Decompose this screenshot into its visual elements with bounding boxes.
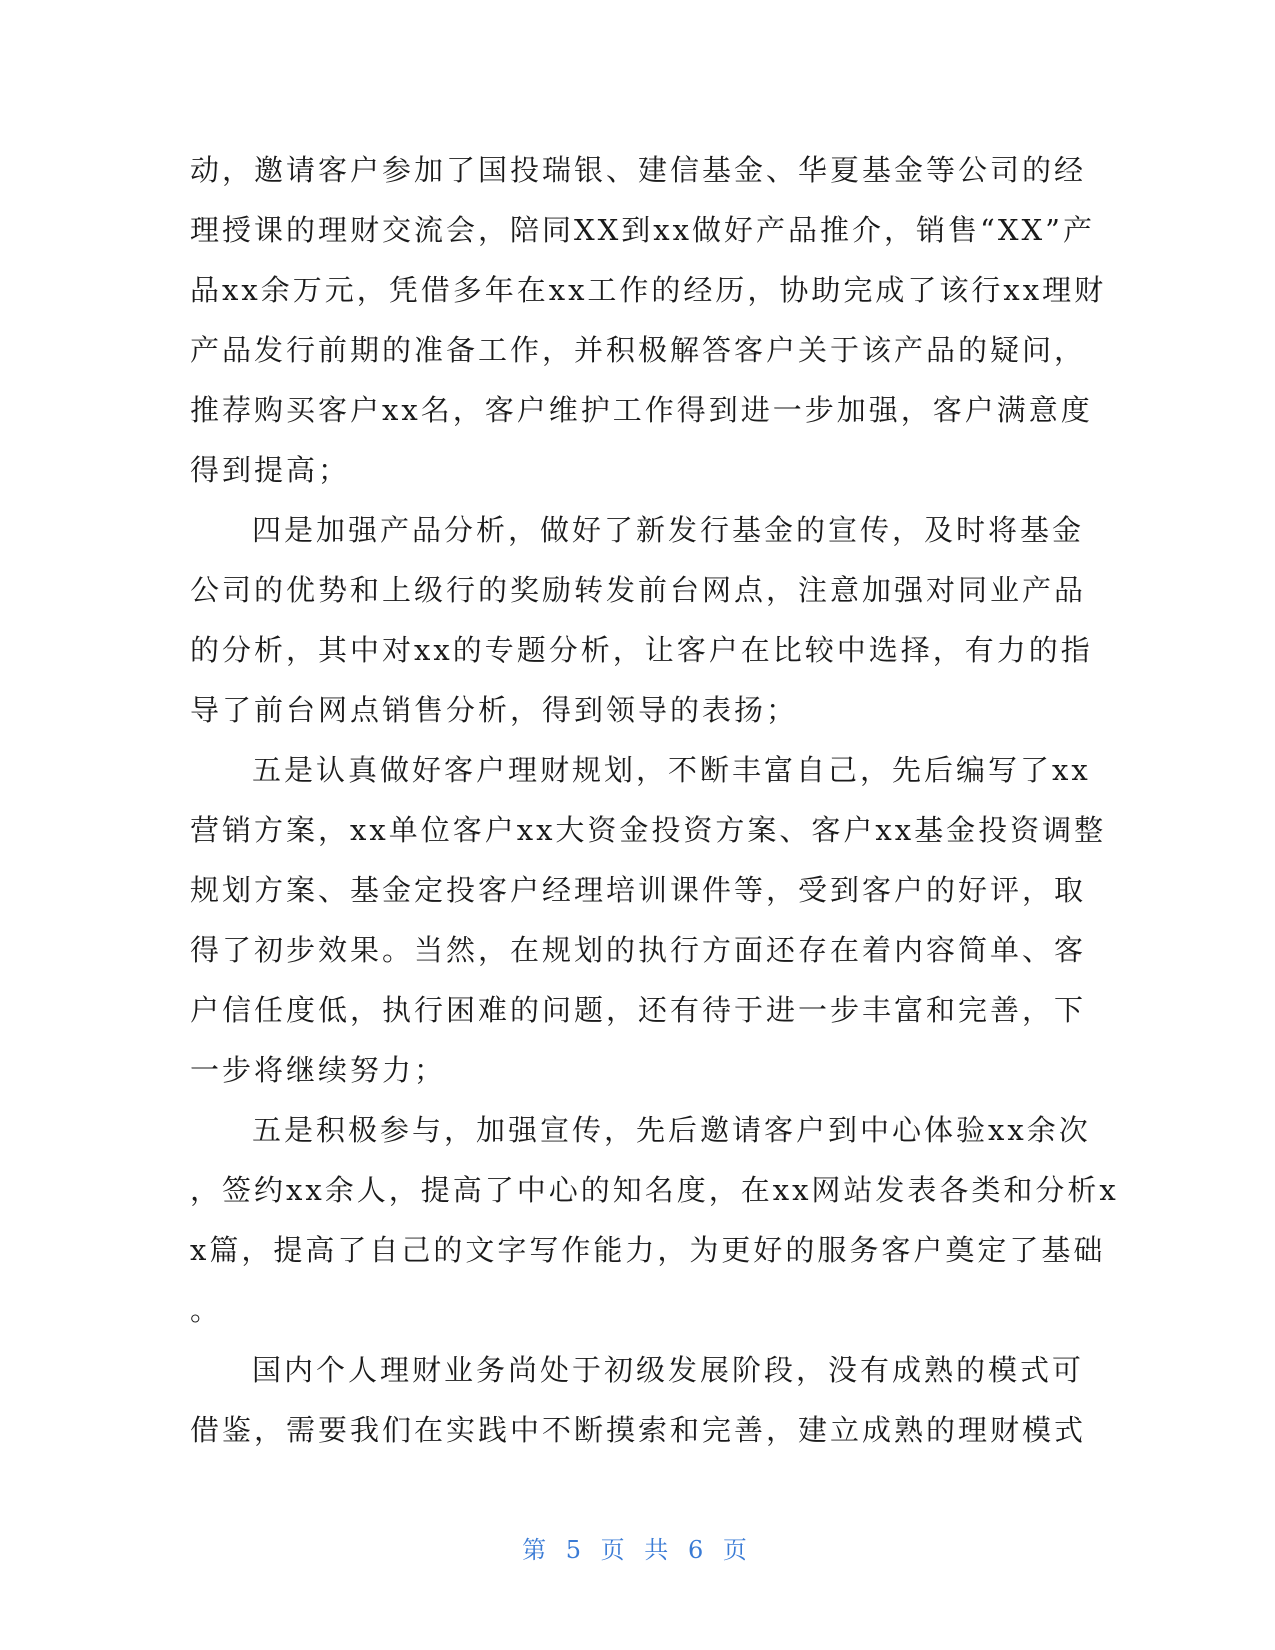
paragraph-start-line: 国内个人理财业务尚处于初级发展阶段，没有成熟的模式可 [252,1353,1085,1387]
text-line: 的分析，其中对xx的专题分析，让客户在比较中选择，有力的指 [190,633,1093,667]
paragraph-start-line: 五是积极参与，加强宣传，先后邀请客户到中心体验xx余次 [252,1113,1091,1147]
text-line: 得了初步效果。当然，在规划的执行方面还存在着内容简单、客 [190,933,1087,967]
text-line: 品xx余万元，凭借多年在xx工作的经历，协助完成了该行xx理财 [190,273,1107,307]
text-line: 产品发行前期的准备工作，并积极解答客户关于该产品的疑问， [190,333,1087,367]
text-line: 推荐购买客户xx名，客户维护工作得到进一步加强，客户满意度 [190,393,1093,427]
text-line: 营销方案，xx单位客户xx大资金投资方案、客户xx基金投资调整 [190,813,1107,847]
text-line: ，签约xx余人，提高了中心的知名度，在xx网站发表各类和分析x [190,1173,1119,1207]
text-line: 公司的优势和上级行的奖励转发前台网点，注意加强对同业产品 [190,573,1087,607]
text-line: 得到提高； [190,453,351,487]
page-footer [0,1530,1275,1565]
text-line: 户信任度低，执行困难的问题，还有待于进一步丰富和完善，下 [190,993,1087,1027]
text-line: 动，邀请客户参加了国投瑞银、建信基金、华夏基金等公司的经 [190,153,1087,187]
paragraph-start-line: 五是认真做好客户理财规划，不断丰富自己，先后编写了xx [252,753,1091,787]
text-line: 理授课的理财交流会，陪同XX到xx做好产品推介，销售“XX”产 [190,213,1095,247]
body-text [190,140,1119,1460]
text-line: x篇，提高了自己的文字写作能力，为更好的服务客户奠定了基础 [190,1233,1106,1267]
text-line: 导了前台网点销售分析，得到领导的表扬； [190,693,799,727]
page-number-text: 第 5 页 共 6 页 [522,1536,753,1564]
text-line: 一步将继续努力； [190,1053,447,1087]
text-line: 。 [190,1293,223,1327]
text-line: 借鉴，需要我们在实践中不断摸索和完善，建立成熟的理财模式 [190,1413,1087,1447]
text-line: 规划方案、基金定投客户经理培训课件等，受到客户的好评，取 [190,873,1087,907]
paragraph-start-line: 四是加强产品分析，做好了新发行基金的宣传，及时将基金 [252,513,1085,547]
